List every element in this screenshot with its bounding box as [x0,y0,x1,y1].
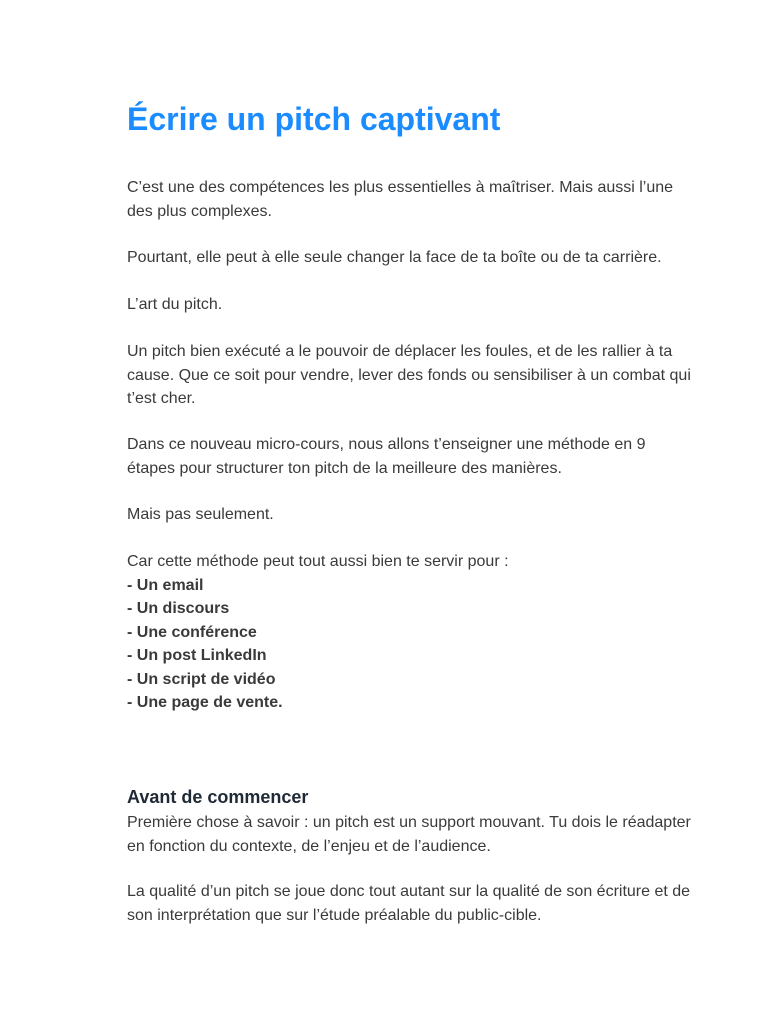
text-line: C’est une des compétences les plus essentielles à maîtriser. Mais aussi l’une [127,179,674,196]
text-line: étapes pour structurer ton pitch de la meilleure des manières. [127,459,562,477]
use-item: - Un email [127,576,204,594]
page-title: Écrire un pitch captivant [127,101,501,137]
intro-paragraph-5 [127,433,646,480]
use-item: - Une conférence [127,623,257,641]
intro-paragraph-3 [127,293,222,317]
text-line: son interprétation que sur l’étude préalable du public-cible. [127,906,542,924]
text-line: Dans ce nouveau micro-cours, nous allons t’enseigner une méthode en 9 [127,436,646,453]
text-line: des plus complexes. [127,202,272,220]
text-line: Mais pas seulement. [127,506,274,523]
uses-intro: Car cette méthode peut tout aussi bien te servir pour : [127,553,509,570]
text-line: Première chose à savoir : un pitch est un support mouvant. Tu dois le réadapter [127,814,691,831]
text-line: cause. Que ce soit pour vendre, lever des fonds ou sensibiliser à un combat qui [127,366,691,384]
use-item: - Un discours [127,600,230,617]
use-item: - Un post LinkedIn [127,647,267,664]
section-paragraph-1 [127,811,691,858]
text-line: La qualité d’un pitch se joue donc tout autant sur la qualité de son écriture et de [127,883,691,900]
text-line: en fonction du contexte, de l’enjeu et de l’audience. [127,837,491,855]
section-heading: Avant de commencer [127,787,309,807]
text-line: L’art du pitch. [127,296,223,313]
document-content [127,0,700,962]
text-line: t’est cher. [127,390,196,407]
text-line: Pourtant, elle peut à elle seule changer la face de ta boîte ou de ta carrière. [127,249,662,266]
section-paragraph-2 [127,880,690,927]
intro-paragraph-4 [127,340,691,411]
use-item: - Une page de vente. [127,694,283,711]
uses-block [127,550,509,715]
intro-paragraph-1 [127,176,673,223]
intro-paragraph-6 [127,503,274,527]
text-line: Un pitch bien exécuté a le pouvoir de déplacer les foules, et de les rallier à ta [127,343,673,360]
use-item: - Un script de vidéo [127,670,276,688]
intro-paragraph-2 [127,246,662,270]
